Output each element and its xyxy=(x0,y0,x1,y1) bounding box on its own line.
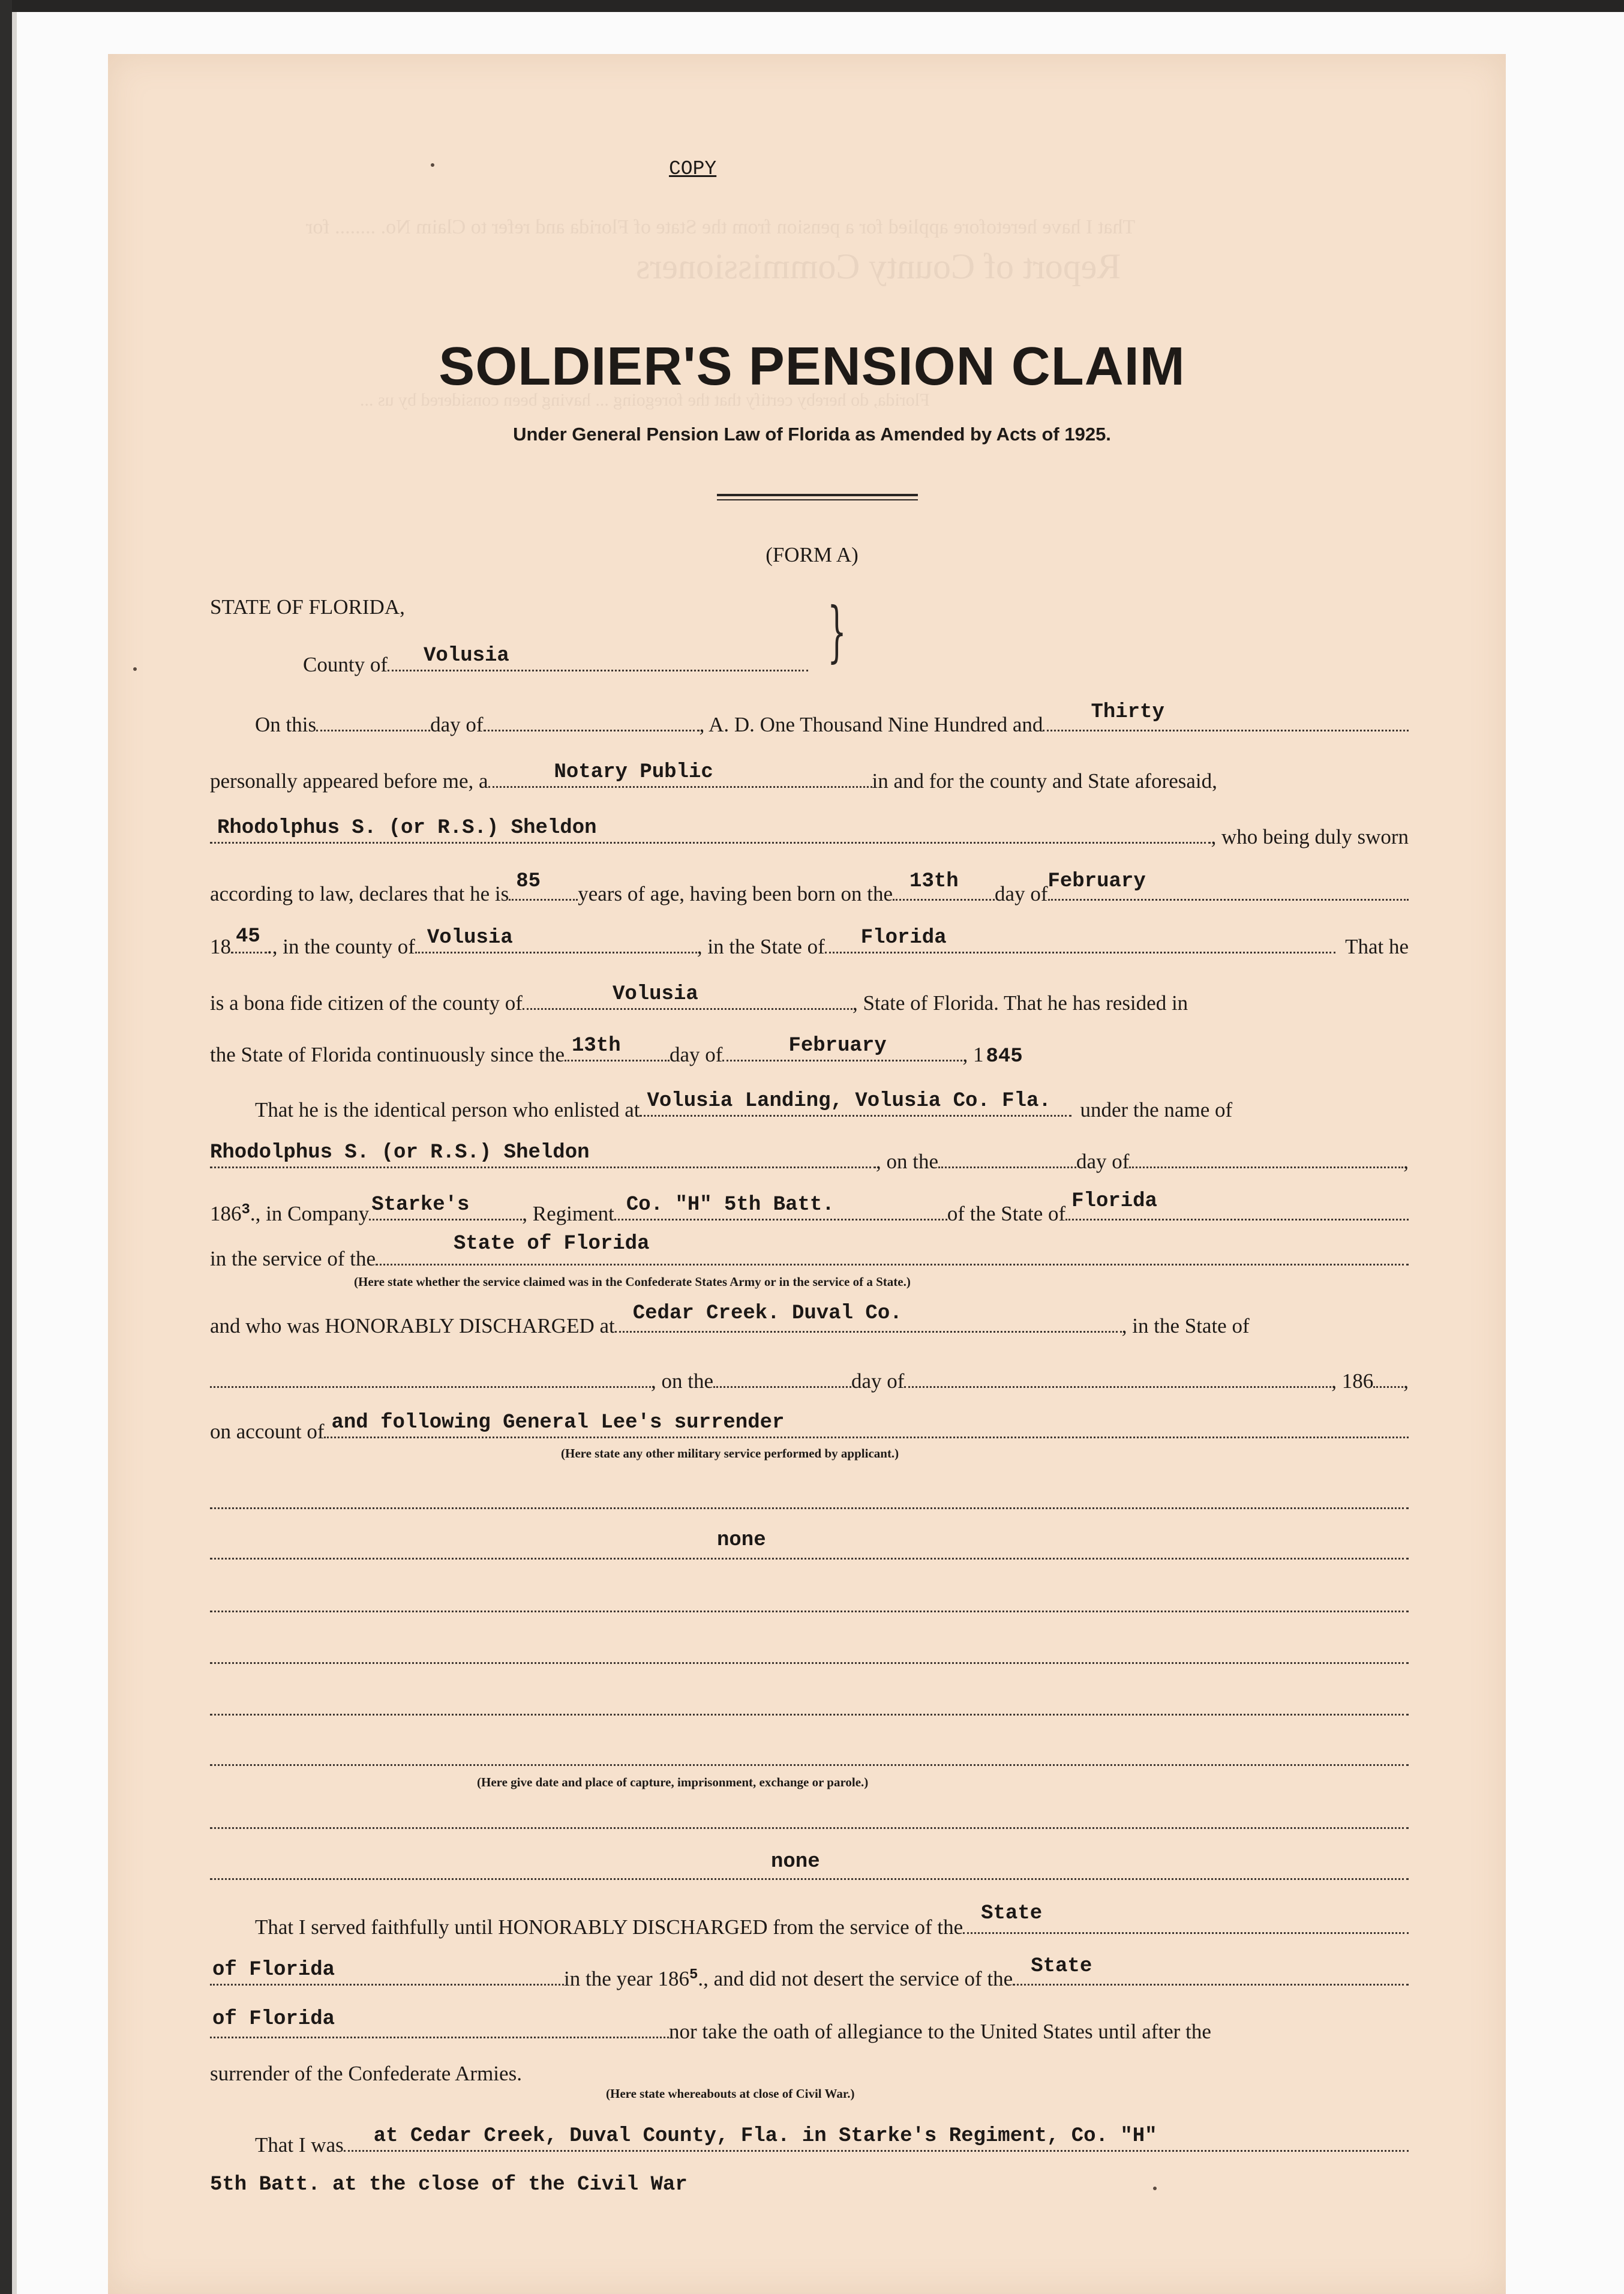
enlist-name-line xyxy=(210,1141,1409,1174)
text: in the year 186 xyxy=(564,1967,689,1990)
text: on account of xyxy=(210,1420,325,1443)
text: personally appeared before me, a xyxy=(210,769,488,793)
res-day-value: 13th xyxy=(572,1034,621,1057)
enlist-name-field xyxy=(210,1141,876,1168)
res-month-value: February xyxy=(788,1034,887,1057)
birth-month-field xyxy=(1047,870,1409,901)
reason-value: and following General Lee's surrender xyxy=(331,1411,785,1434)
served-year-line xyxy=(210,1955,1409,1991)
capture-note: (Here give date and place of capture, imprisonment, exchange or parole.) xyxy=(477,1775,869,1789)
discharge-place-value: Cedar Creek. Duval Co. xyxy=(632,1302,902,1325)
state-label: STATE OF FLORIDA, xyxy=(210,595,405,619)
year-field xyxy=(1043,701,1409,731)
text: On this xyxy=(255,713,317,736)
text: , Regiment xyxy=(522,1202,614,1225)
bleed-through-text: That I have heretofore applied for a pension from the State of Florida and refer to Claim No. ........ for xyxy=(306,216,1136,238)
citizen-county-field xyxy=(523,985,852,1010)
enlist-line xyxy=(255,1092,1409,1122)
text: years of age, having been born on the xyxy=(578,882,893,905)
brace: } xyxy=(827,593,846,670)
text: That he is the identical person who enlisted at xyxy=(255,1098,640,1121)
blank-line xyxy=(210,1764,1409,1766)
birthplace-line xyxy=(210,925,1409,959)
text: in and for the county and State aforesaid, xyxy=(872,769,1217,793)
blank-line xyxy=(210,1827,1409,1829)
bleed-through-text: Florida, do hereby certify that the foregoing ... having been considered by us ... xyxy=(360,390,930,410)
res-year-value: 845 xyxy=(986,1045,1023,1068)
enlist-place-value: Volusia Landing, Volusia Co. Fla. xyxy=(647,1090,1051,1112)
claimant-line xyxy=(210,819,1409,849)
whereabouts-value: at Cedar Creek, Duval County, Fla. in Starke's Regiment, Co. "H" xyxy=(373,2125,1157,2148)
text: 18 xyxy=(210,935,231,958)
enlist-name-value: Rhodolphus S. (or R.S.) Sheldon xyxy=(210,1141,590,1164)
text: and who was HONORABLY DISCHARGED at xyxy=(210,1314,615,1338)
surrender-text: surrender of the Confederate Armies. xyxy=(210,2062,522,2085)
blank-line xyxy=(210,1714,1409,1716)
whereabouts-line xyxy=(255,2127,1409,2157)
discharge-date-line xyxy=(210,1363,1409,1393)
desert-state-field xyxy=(1013,1955,1409,1986)
whereabouts-note: (Here state whereabouts at close of Civil War.) xyxy=(606,2086,855,2101)
text: day of xyxy=(851,1369,905,1393)
bleed-through-text: Report of County Commissioners xyxy=(636,247,1121,286)
service-line xyxy=(210,1233,1409,1271)
enlist-place-field xyxy=(640,1092,1071,1117)
other-service-note: (Here state any other military service performed by applicant.) xyxy=(561,1446,899,1461)
ink-speck xyxy=(133,667,137,671)
text: day of xyxy=(670,1043,723,1066)
birth-county-field xyxy=(415,926,697,953)
citizen-line xyxy=(210,985,1409,1015)
discharge-place-field xyxy=(615,1302,1122,1333)
scan-top-border xyxy=(0,0,1624,12)
county-value: Volusia xyxy=(423,644,509,667)
regiment-state-value: Florida xyxy=(1071,1190,1157,1213)
whereabouts-field xyxy=(344,2127,1409,2152)
discharge-state-field xyxy=(210,1363,651,1388)
text: , 186 xyxy=(1331,1369,1374,1393)
text: is a bona fide citizen of the county of xyxy=(210,991,523,1015)
text: 186 xyxy=(210,1202,242,1225)
text: the State of Florida continuously since the xyxy=(210,1043,565,1066)
served-state-value-2: of Florida xyxy=(212,1959,335,1981)
enlist-year-value: 3 xyxy=(241,1202,250,1218)
birth-county-value: Volusia xyxy=(427,926,513,949)
text: , on the xyxy=(651,1369,714,1393)
discharge-line xyxy=(210,1302,1409,1338)
text: , on the xyxy=(876,1150,939,1173)
page-subtitle: Under General Pension Law of Florida as Amended by Acts of 1925. xyxy=(513,424,1111,445)
served-line xyxy=(255,1902,1409,1939)
res-month-field xyxy=(722,1034,962,1061)
regiment-state-field xyxy=(1065,1190,1409,1221)
account-line xyxy=(210,1411,1409,1444)
claimant-field xyxy=(210,819,1211,844)
birth-month-value: February xyxy=(1047,870,1146,893)
text: That I was xyxy=(255,2133,344,2157)
age-line xyxy=(210,870,1409,906)
county-label: County of xyxy=(303,653,388,676)
text: according to law, declares that he is xyxy=(210,882,509,905)
desert-state-value-2: of Florida xyxy=(212,2008,335,2031)
capture-line xyxy=(210,1878,1409,1880)
birth-year-field xyxy=(231,925,267,953)
discharge-year-field xyxy=(1373,1363,1403,1388)
ink-speck xyxy=(431,163,434,167)
desert-state-value: State xyxy=(1031,1955,1092,1978)
served-state-field-2 xyxy=(210,1961,564,1986)
year-value: Thirty xyxy=(1091,701,1164,724)
res-day-field xyxy=(565,1034,670,1061)
officer-value: Notary Public xyxy=(554,761,713,784)
text: , xyxy=(1403,1150,1409,1173)
text: ., in the county of xyxy=(267,935,415,958)
copy-stamp: COPY xyxy=(669,158,717,180)
text: , xyxy=(1403,1369,1409,1393)
text: day of xyxy=(1076,1150,1130,1173)
text: ., and did not desert the service of the xyxy=(698,1967,1013,1990)
whereabouts-value-2: 5th Batt. at the close of the Civil War xyxy=(210,2173,688,2196)
company-value: Starke's xyxy=(371,1194,470,1216)
text: , A. D. One Thousand Nine Hundred and xyxy=(699,713,1043,736)
served-state-field xyxy=(963,1902,1409,1934)
regiment-value: Co. "H" 5th Batt. xyxy=(626,1194,834,1216)
claimant-value: Rhodolphus S. (or R.S.) Sheldon xyxy=(217,817,597,839)
text: , who being duly sworn xyxy=(1211,825,1409,848)
text: That I served faithfully until HONORABLY DISCHARGED from the service of the xyxy=(255,1915,963,1939)
month-field xyxy=(484,707,700,731)
text: in the service of the xyxy=(210,1247,376,1270)
form-label: (FORM A) xyxy=(766,543,858,566)
text: of the State of xyxy=(947,1202,1066,1225)
text: under the name of xyxy=(1080,1098,1233,1121)
text: nor take the oath of allegiance to the United States until after the xyxy=(669,2020,1211,2043)
birth-state-field xyxy=(825,926,1335,953)
blank-line xyxy=(210,1507,1409,1509)
text: That he xyxy=(1345,935,1409,958)
county-line xyxy=(303,644,808,677)
birth-state-value: Florida xyxy=(860,926,947,949)
text: , State of Florida. That he has resided in xyxy=(852,991,1188,1015)
day-field xyxy=(316,707,430,731)
enlist-day-field xyxy=(938,1144,1076,1168)
blank-line xyxy=(210,1662,1409,1664)
text: , in the State of xyxy=(697,935,825,958)
blank-line xyxy=(210,1611,1409,1612)
ink-speck xyxy=(1153,2187,1157,2190)
reason-field xyxy=(324,1411,1409,1438)
other-service-value: none xyxy=(717,1529,766,1552)
text: , 1 xyxy=(962,1043,984,1066)
discharge-day-field xyxy=(713,1363,851,1388)
enlist-month-field xyxy=(1129,1144,1403,1168)
title-rule xyxy=(717,499,918,500)
served-state-value: State xyxy=(981,1902,1043,1925)
residence-line xyxy=(210,1034,1409,1068)
date-line xyxy=(255,701,1409,737)
birth-day-field xyxy=(893,870,995,901)
title-rule xyxy=(717,494,918,496)
officer-field xyxy=(488,763,872,788)
text: , in the State of xyxy=(1121,1314,1250,1338)
discharge-month-field xyxy=(904,1363,1331,1388)
regiment-field xyxy=(614,1196,947,1221)
birth-year-value: 45 xyxy=(236,925,260,948)
text: day of xyxy=(995,882,1048,905)
county-field xyxy=(388,644,808,671)
text: ., in Company xyxy=(250,1202,370,1225)
oath-line xyxy=(210,2008,1409,2044)
age-field xyxy=(509,870,578,901)
service-value: State of Florida xyxy=(454,1233,650,1255)
service-field xyxy=(376,1233,1409,1266)
served-year-value: 5 xyxy=(689,1967,698,1983)
other-service-line xyxy=(210,1558,1409,1560)
officer-line xyxy=(210,763,1409,793)
company-line xyxy=(210,1190,1409,1226)
age-value: 85 xyxy=(516,870,541,893)
capture-value: none xyxy=(771,1851,820,1873)
desert-state-field-2 xyxy=(210,2008,669,2038)
citizen-county-value: Volusia xyxy=(612,983,698,1006)
text: day of xyxy=(430,713,484,736)
service-note: (Here state whether the service claimed was in the Confederate States Army or in the service of a State.) xyxy=(354,1275,911,1289)
page-title: SOLDIER'S PENSION CLAIM xyxy=(439,337,1185,397)
company-field xyxy=(369,1196,522,1221)
birth-day-value: 13th xyxy=(909,870,959,893)
